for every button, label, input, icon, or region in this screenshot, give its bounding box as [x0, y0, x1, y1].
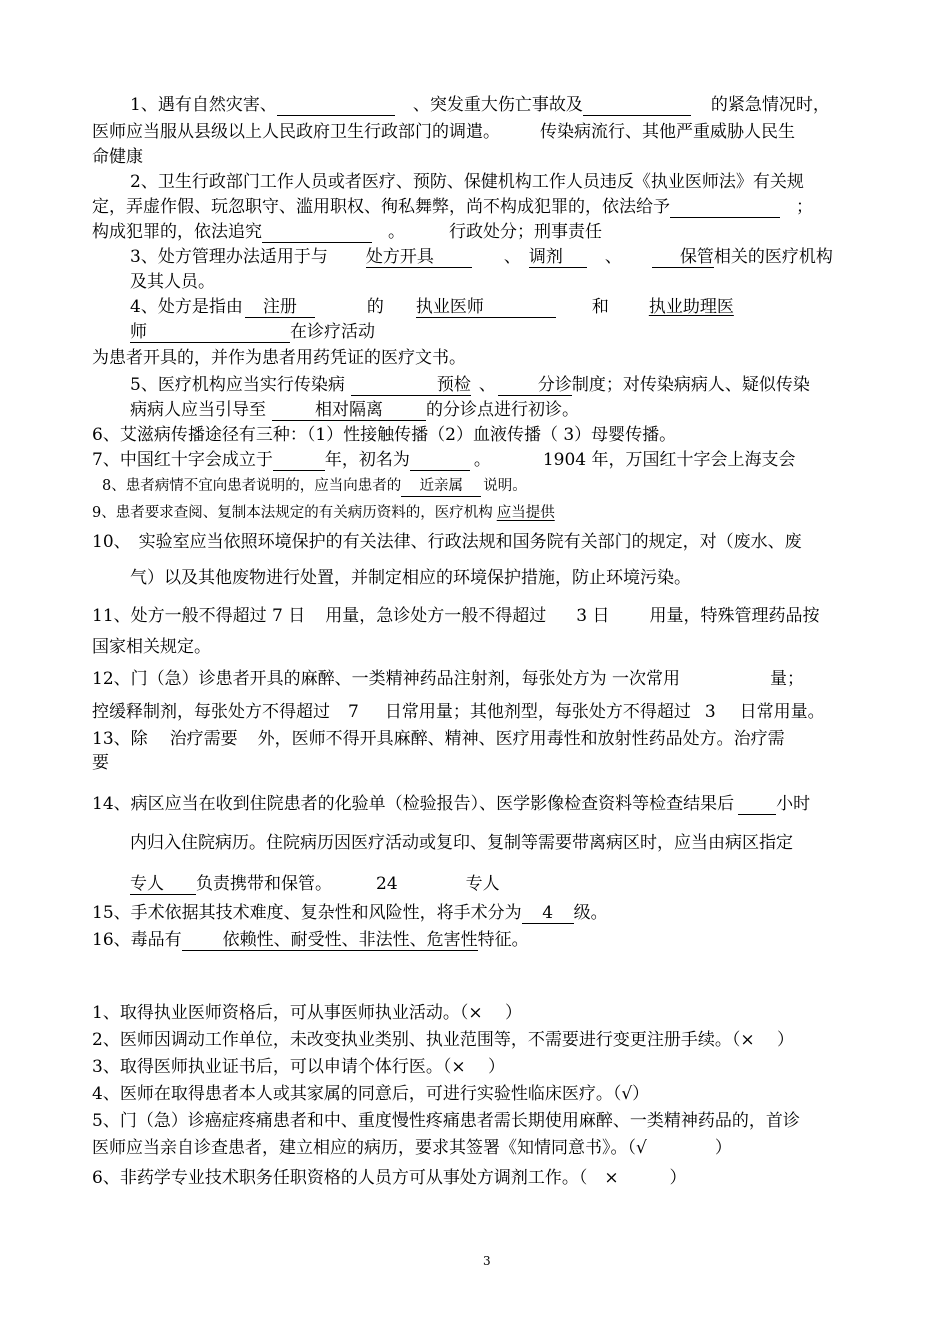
q5-text-e: 制度；对传染病病人、疑似传染 [571, 375, 810, 395]
q10-text-b: 实验室应当依照环境保护的有关法律、行政法规和国务院有关部门的规定，对（废水、废 [138, 532, 802, 552]
q11-text-b: 用量，急诊处方一般不得超过 [325, 606, 547, 626]
q1-line1 [130, 94, 830, 116]
q16-answer: 依赖性、耐受性、非法性、危害性 [182, 930, 478, 951]
q3-answer-1: 处方开具 [366, 247, 472, 268]
q11-text-e: 国家相关规定。 [92, 637, 211, 657]
q7-text-d: 1904 年，万国红十字会上海支会 [542, 450, 796, 470]
tf-item-continued: 医师应当亲自诊查患者，建立相应的病历，要求其签署《知情同意书》。（√ ） [92, 1138, 732, 1158]
q4-answer-3: 执业助理医 [648, 297, 734, 317]
tf-item: 6、非药学专业技术职务任职资格的人员方可从事处方调剂工作。（ × ） [92, 1168, 687, 1188]
tf-item: 1、取得执业医师资格后，可从事医师执业活动。（× ） [92, 1003, 522, 1023]
q6-line [92, 424, 676, 446]
q2-text-d: 构成犯罪的，依法追究 [92, 222, 262, 242]
q1-text-c: 的紧急情况时， [710, 95, 830, 115]
q1-text-e: 传染病流行、其他严重威胁人民生 [540, 122, 795, 142]
q2-blank-2 [262, 222, 372, 243]
q5-line1 [130, 374, 810, 396]
q2-line2 [92, 196, 813, 218]
q1-text-b: 、突发重大伤亡事故及 [412, 95, 583, 115]
q8-text-c: 说明。 [483, 478, 527, 494]
q14-line2 [130, 832, 793, 854]
q7-text-a: 7、中国红十字会成立于 [92, 450, 273, 470]
q3-text-g: 相关的医疗机构 [713, 247, 833, 267]
q5-answer-1: 预检 [351, 375, 471, 396]
q16-text-c: 特征。 [477, 930, 529, 950]
q14-text-e: 负责携带和保管。 [196, 874, 332, 894]
q10-text-c: 气）以及其他废物进行处置，并制定相应的环境保护措施，防止环境污染。 [130, 568, 691, 588]
q2-text-b: 定，弄虚作假、玩忽职守、滥用职权、徇私舞弊，尚不构成犯罪的，依法给予 [92, 197, 670, 217]
q11-text-c: 3 日 [576, 606, 610, 626]
q7-blank-1 [273, 450, 325, 471]
q12-text-e: 日常用量；其他剂型，每张处方不得超过 [384, 702, 691, 722]
q1-text-a: 1、遇有自然灾害、 [130, 95, 277, 115]
q10-text-a: 10、 [92, 532, 131, 552]
q11-line1 [92, 605, 820, 627]
q12-text-f: 3 [704, 702, 716, 722]
q4-text-c: 的 [366, 297, 384, 317]
q12-text-c: 控缓释制剂，每张处方不得超过 [92, 702, 330, 722]
q9-line [92, 502, 555, 524]
q11-text-d: 用量，特殊管理药品按 [649, 606, 820, 626]
q5-answer-3: 相对隔离 [272, 400, 426, 421]
tf-item: 2、医师因调动工作单位，未改变执业类别、执业范围等，不需要进行变更注册手续。（× ） [92, 1030, 794, 1050]
q3-answer-2: 调剂 [529, 247, 587, 268]
q7-text-c: 。 [473, 450, 491, 470]
q1-line3 [92, 146, 143, 168]
q2-blank-1 [670, 197, 780, 218]
q3-answer-3: 保管 [652, 247, 714, 268]
q14-text-a: 14、病区应当在收到住院患者的化验单（检验报告）、医学影像检查资料等检查结果后 [92, 794, 735, 814]
q7-text-b: 年，初名为 [324, 450, 410, 470]
q5-answer-2: 分诊 [498, 375, 572, 396]
q16-line [92, 929, 529, 951]
q15-line [92, 902, 608, 924]
q3-text-c: 、 [503, 247, 521, 267]
q8-answer: 近亲属 [401, 476, 481, 497]
q4-text-h: 在诊疗活动 [290, 322, 375, 342]
q15-answer: 4 [522, 903, 574, 924]
q6-text: 6、艾滋病传播途径有三种：（1）性接触传播（2）血液传播（ 3）母婴传播。 [92, 425, 677, 445]
page-number: 3 [483, 1254, 491, 1268]
q15-text-c: 级。 [573, 903, 608, 923]
q3-line2 [130, 271, 215, 293]
q4-text-i: 为患者开具的，并作为患者用药凭证的医疗文书。 [92, 348, 466, 368]
q4-answer-1: 注册 [245, 297, 315, 318]
q5-text-h: 的分诊点进行初诊。 [426, 400, 579, 420]
q1-line2 [92, 121, 795, 143]
q4-answer-3b: 师 [130, 322, 290, 343]
q1-blank-1 [277, 95, 395, 116]
q2-line1 [130, 171, 804, 193]
q9-text-a: 9、患者要求查阅、复制本法规定的有关病历资料的，医疗机构 [92, 505, 493, 521]
q4-text-a: 4、处方是指由 [130, 297, 243, 317]
q12-text-b: 量； [770, 669, 805, 689]
q7-line [92, 449, 796, 471]
q12-text-g: 日常用量。 [739, 702, 825, 722]
q4-answer-2: 执业医师 [416, 297, 556, 318]
q8-line [102, 475, 527, 497]
q5-text-c: 、 [478, 375, 496, 395]
q4-text-e: 和 [591, 297, 609, 317]
q13-text-b: 治疗需要 [169, 729, 238, 749]
q14-line1 [92, 793, 810, 815]
q11-line2 [92, 636, 211, 658]
q14-answer-2: 24 [376, 874, 398, 894]
q4-line2 [130, 321, 375, 343]
q5-text-a: 5、医疗机构应当实行传染病 [130, 375, 345, 395]
tf-item: 3、取得医师执业证书后，可以申请个体行医。（× ） [92, 1057, 505, 1077]
q4-line3 [92, 347, 466, 369]
q13-text-d: 要 [92, 753, 109, 773]
q2-text-c: ； [796, 197, 813, 217]
q1-text-d: 医师应当服从县级以上人民政府卫生行政部门的调遣。 [92, 122, 500, 142]
q4-line1 [130, 296, 734, 318]
q1-blank-2 [583, 95, 691, 116]
q13-line2 [92, 752, 109, 774]
q9-answer: 应当提供 [496, 505, 555, 521]
q12-text-a: 12、门（急）诊患者开具的麻醉、一类精神药品注射剂，每张处方为 一次常用 [92, 669, 681, 689]
q13-text-a: 13、除 [92, 729, 148, 749]
q14-blank [738, 794, 776, 815]
q10-line2 [130, 567, 691, 589]
q2-text-f: 行政处分；刑事责任 [449, 222, 602, 242]
q2-line3 [92, 221, 602, 243]
q10-line1 [92, 531, 802, 553]
q16-text-a: 16、毒品有 [92, 930, 182, 950]
q12-line1 [92, 668, 804, 690]
tf-item: 4、医师在取得患者本人或其家属的同意后，可进行实验性临床医疗。（√） [92, 1084, 650, 1104]
tf-item: 5、门（急）诊癌症疼痛患者和中、重度慢性疼痛患者需长期使用麻醉、一类精神药品的，首诊 [92, 1111, 800, 1131]
q14-text-c: 内归入住院病历。住院病历因医疗活动或复印、复制等需要带离病区时，应当由病区指定 [130, 833, 793, 853]
q1-text-f: 命健康 [92, 147, 143, 167]
q5-text-f: 病病人应当引导至 [130, 400, 266, 420]
q3-text-a: 3、处方管理办法适用于与 [130, 247, 328, 267]
q8-text-a: 8、患者病情不宜向患者说明的，应当向患者的 [102, 478, 402, 494]
q11-text-a: 11、处方一般不得超过 7 日 [92, 606, 306, 626]
q2-text-a: 2、卫生行政部门工作人员或者医疗、预防、保健机构工作人员违反《执业医师法》有关规 [130, 172, 804, 192]
q13-line1 [92, 728, 785, 750]
q14-answer-3: 专人 [465, 874, 500, 894]
q14-line3 [130, 873, 500, 895]
q12-line2 [92, 701, 825, 723]
q3-text-h: 及其人员。 [130, 272, 215, 292]
q2-text-e: 。 [388, 222, 405, 242]
q13-text-c: 外，医师不得开具麻醉、精神、医疗用毒性和放射性药品处方。治疗需 [257, 729, 785, 749]
q14-answer-1: 专人 [130, 874, 196, 895]
q7-blank-2 [410, 450, 470, 471]
q14-text-b: 小时 [776, 794, 811, 814]
q5-line2 [130, 399, 579, 421]
q3-line1 [130, 246, 833, 268]
q15-text-a: 15、手术依据其技术难度、复杂性和风险性，将手术分为 [92, 903, 522, 923]
q3-text-e: 、 [604, 247, 622, 267]
q12-text-d: 7 [348, 702, 359, 722]
